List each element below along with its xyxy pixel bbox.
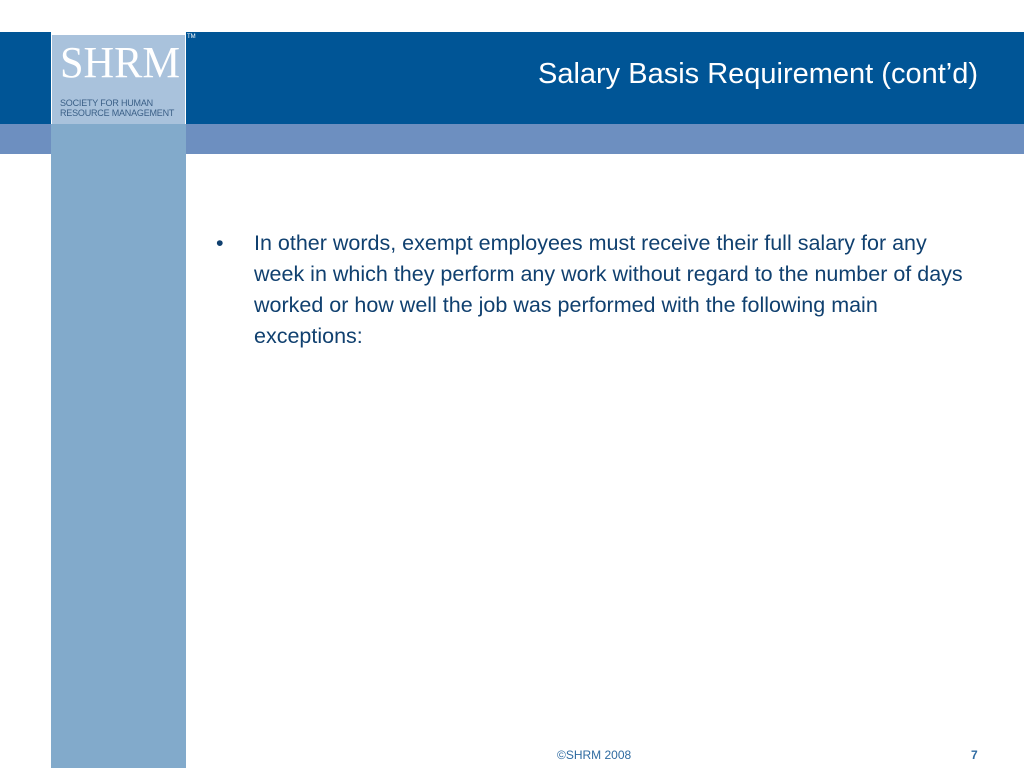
page-number: 7 <box>971 748 978 762</box>
logo-tagline-line1: SOCIETY FOR HUMAN <box>60 98 153 108</box>
bullet-item <box>210 228 980 352</box>
top-strip <box>0 0 1024 32</box>
left-column-bar <box>51 32 186 768</box>
bullet-icon: • <box>216 231 224 255</box>
logo-trademark: TM <box>187 34 196 40</box>
logo-wordmark <box>58 35 182 85</box>
logo-letters: SHRM <box>60 38 180 85</box>
footer-copyright: ©SHRM 2008 <box>557 748 632 762</box>
slide-title: Salary Basis Requirement (cont’d) <box>537 58 978 90</box>
bullet-text: In other words, exempt employees must receive their full salary for any week in which they perform any work without regard to the number of days worked or how well the job was performed with the following main exceptions: <box>254 231 963 348</box>
logo-tagline-line2: RESOURCE MANAGEMENT <box>60 108 175 118</box>
bullet-list <box>210 228 980 352</box>
